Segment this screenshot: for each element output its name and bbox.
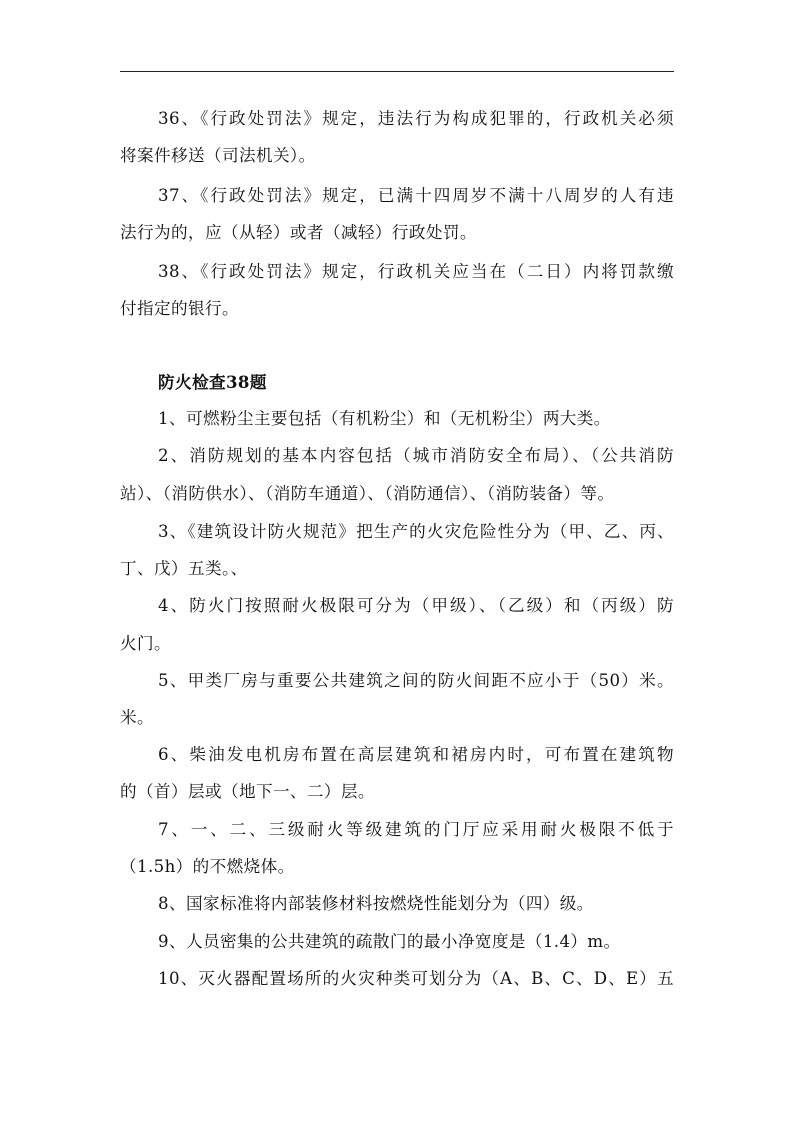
question-3-line-1: 3、《建筑设计防火规范》把生产的火灾危险性分为（甲、乙、丙、 (158, 522, 674, 541)
question-9: 9、人员密集的公共建筑的疏散门的最小净宽度是（1.4）m。 (158, 932, 621, 951)
header-rule (120, 71, 674, 72)
section-title: 防火检查38题 (158, 372, 267, 392)
question-8: 8、国家标准将内部装修材料按燃烧性能划分为（四）级。 (158, 894, 594, 913)
question-5-line-2: 米。 (120, 708, 154, 727)
question-4-line-2: 火门。 (120, 634, 171, 653)
question-6-line-1: 6、柴油发电机房布置在高层建筑和裙房内时，可布置在建筑物 (158, 745, 674, 764)
item-37-line-2: 法行为的，应（从轻）或者（减轻）行政处罚。 (120, 223, 477, 242)
question-2-line-2: 站）、（消防供水）、（消防车通道）、（消防通信）、（消防装备）等。 (120, 484, 615, 503)
question-10-line-1: 10、灭火器配置场所的火灾种类可划分为（A、B、C、D、E）五 (158, 969, 674, 988)
question-7-line-1: 7、一、二、三级耐火等级建筑的门厅应采用耐火极限不低于 (158, 820, 674, 839)
question-4-line-1: 4、防火门按照耐火极限可分为（甲级）、（乙级）和（丙级）防 (158, 596, 674, 615)
question-3-line-2: 丁、戊）五类。、 (120, 559, 248, 578)
question-6-line-2: 的（首）层或（地下一、二）层。 (120, 782, 375, 801)
question-5-line-1: 5、甲类厂房与重要公共建筑之间的防火间距不应小于（50）米。 (158, 671, 674, 690)
item-38-line-1: 38、《行政处罚法》规定，行政机关应当在（二日）内将罚款缴 (158, 262, 674, 281)
question-2-line-1: 2、消防规划的基本内容包括（城市消防安全布局）、（公共消防 (158, 446, 674, 465)
question-7-line-2: （1.5h）的不燃烧体。 (120, 857, 295, 876)
item-36-line-1: 36、《行政处罚法》规定，违法行为构成犯罪的，行政机关必须 (158, 109, 674, 128)
question-1: 1、可燃粉尘主要包括（有机粉尘）和（无机粉尘）两大类。 (158, 409, 611, 428)
item-38-line-2: 付指定的银行。 (120, 299, 239, 318)
item-37-line-1: 37、《行政处罚法》规定，已满十四周岁不满十八周岁的人有违 (158, 186, 674, 205)
item-36-line-2: 将案件移送（司法机关）。 (120, 146, 316, 165)
